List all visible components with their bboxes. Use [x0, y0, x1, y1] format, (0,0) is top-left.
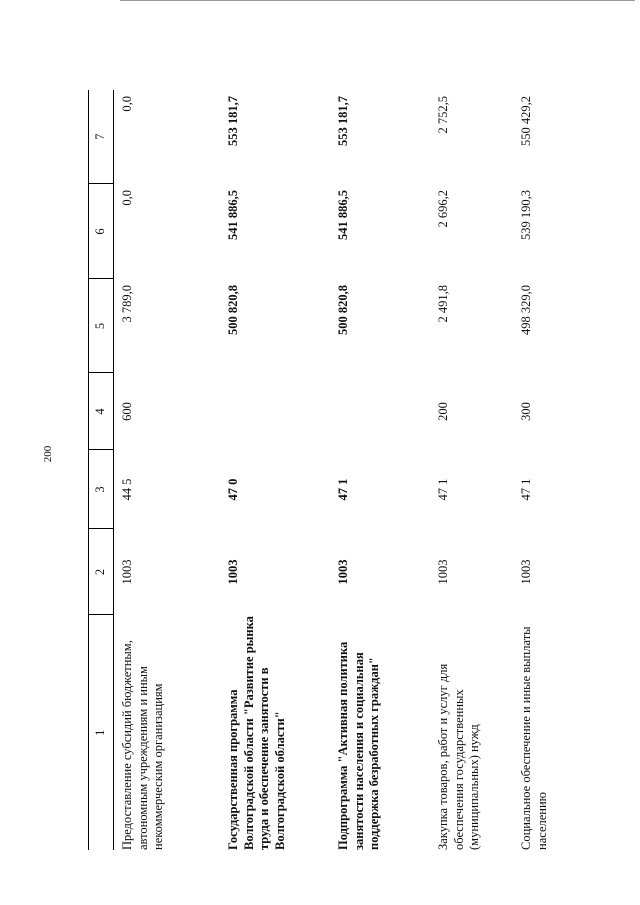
row-value-col5: 2 491,8 [436, 285, 450, 323]
row-name: Закупка товаров, работ и услуг для обеспечения государственных (муниципальных) нужд [436, 663, 481, 850]
row-target-code: 47 1 [336, 478, 350, 501]
row-value-col6: 541 886,5 [226, 190, 240, 240]
row-value-col5: 500 820,8 [226, 285, 240, 335]
top-edge-rule [120, 0, 635, 1]
row-expense-type: 200 [436, 402, 450, 421]
row-value-col5: 500 820,8 [336, 285, 350, 335]
table-row [513, 90, 589, 850]
rotated-table-container [88, 90, 638, 850]
row-section-code: 1003 [226, 559, 240, 585]
row-value-col7: 553 181,7 [226, 96, 240, 146]
header-col-2: 2 [89, 529, 114, 615]
row-section-code: 1003 [519, 559, 533, 585]
header-col-3: 3 [89, 450, 114, 529]
row-value-col7: 550 429,2 [519, 96, 533, 146]
row-name: Подпрограмма "Активная политика занятости населения и социальная поддержка безработных граждан" [336, 641, 381, 850]
header-col-1: 1 [89, 615, 114, 850]
row-value-col6: 541 886,5 [336, 190, 350, 240]
table-row [220, 90, 330, 850]
row-section-code: 1003 [120, 559, 134, 585]
row-value-col5: 498 329,0 [519, 285, 533, 335]
row-value-col7: 2 752,5 [436, 96, 450, 134]
header-row [89, 90, 114, 850]
row-section-code: 1003 [436, 559, 450, 585]
row-value-col5: 3 789,0 [120, 285, 134, 323]
budget-table [88, 90, 589, 850]
row-name: Государственная программа Волгоградской области "Развитие рынка труда и обеспечение занятости в Волгоградской области" [226, 616, 287, 850]
row-expense-type: 300 [519, 402, 533, 421]
table-row [114, 90, 221, 850]
row-value-col6: 539 190,3 [519, 190, 533, 240]
row-target-code: 47 1 [519, 478, 533, 501]
row-value-col6: 2 696,2 [436, 190, 450, 228]
row-target-code: 47 0 [226, 478, 240, 501]
page-number: 200 [42, 445, 54, 463]
header-col-5: 5 [89, 279, 114, 373]
row-expense-type [330, 373, 430, 450]
row-value-col7: 553 181,7 [336, 96, 350, 146]
row-target-code: 44 5 [120, 478, 134, 501]
row-section-code: 1003 [336, 559, 350, 585]
row-value-col7: 0,0 [120, 96, 134, 112]
header-col-7: 7 [89, 90, 114, 184]
table-row [430, 90, 513, 850]
row-name: Социальное обеспечение и иные выплаты населению [519, 626, 549, 850]
row-value-col6: 0,0 [120, 190, 134, 206]
table-row [330, 90, 430, 850]
row-expense-type [220, 373, 330, 450]
row-name: Предоставление субсидий бюджетным, автономным учреждениям и иным некоммерческим организациям [120, 640, 165, 850]
header-col-6: 6 [89, 184, 114, 279]
header-col-4: 4 [89, 373, 114, 450]
row-target-code: 47 1 [436, 478, 450, 501]
row-expense-type: 600 [120, 402, 134, 421]
